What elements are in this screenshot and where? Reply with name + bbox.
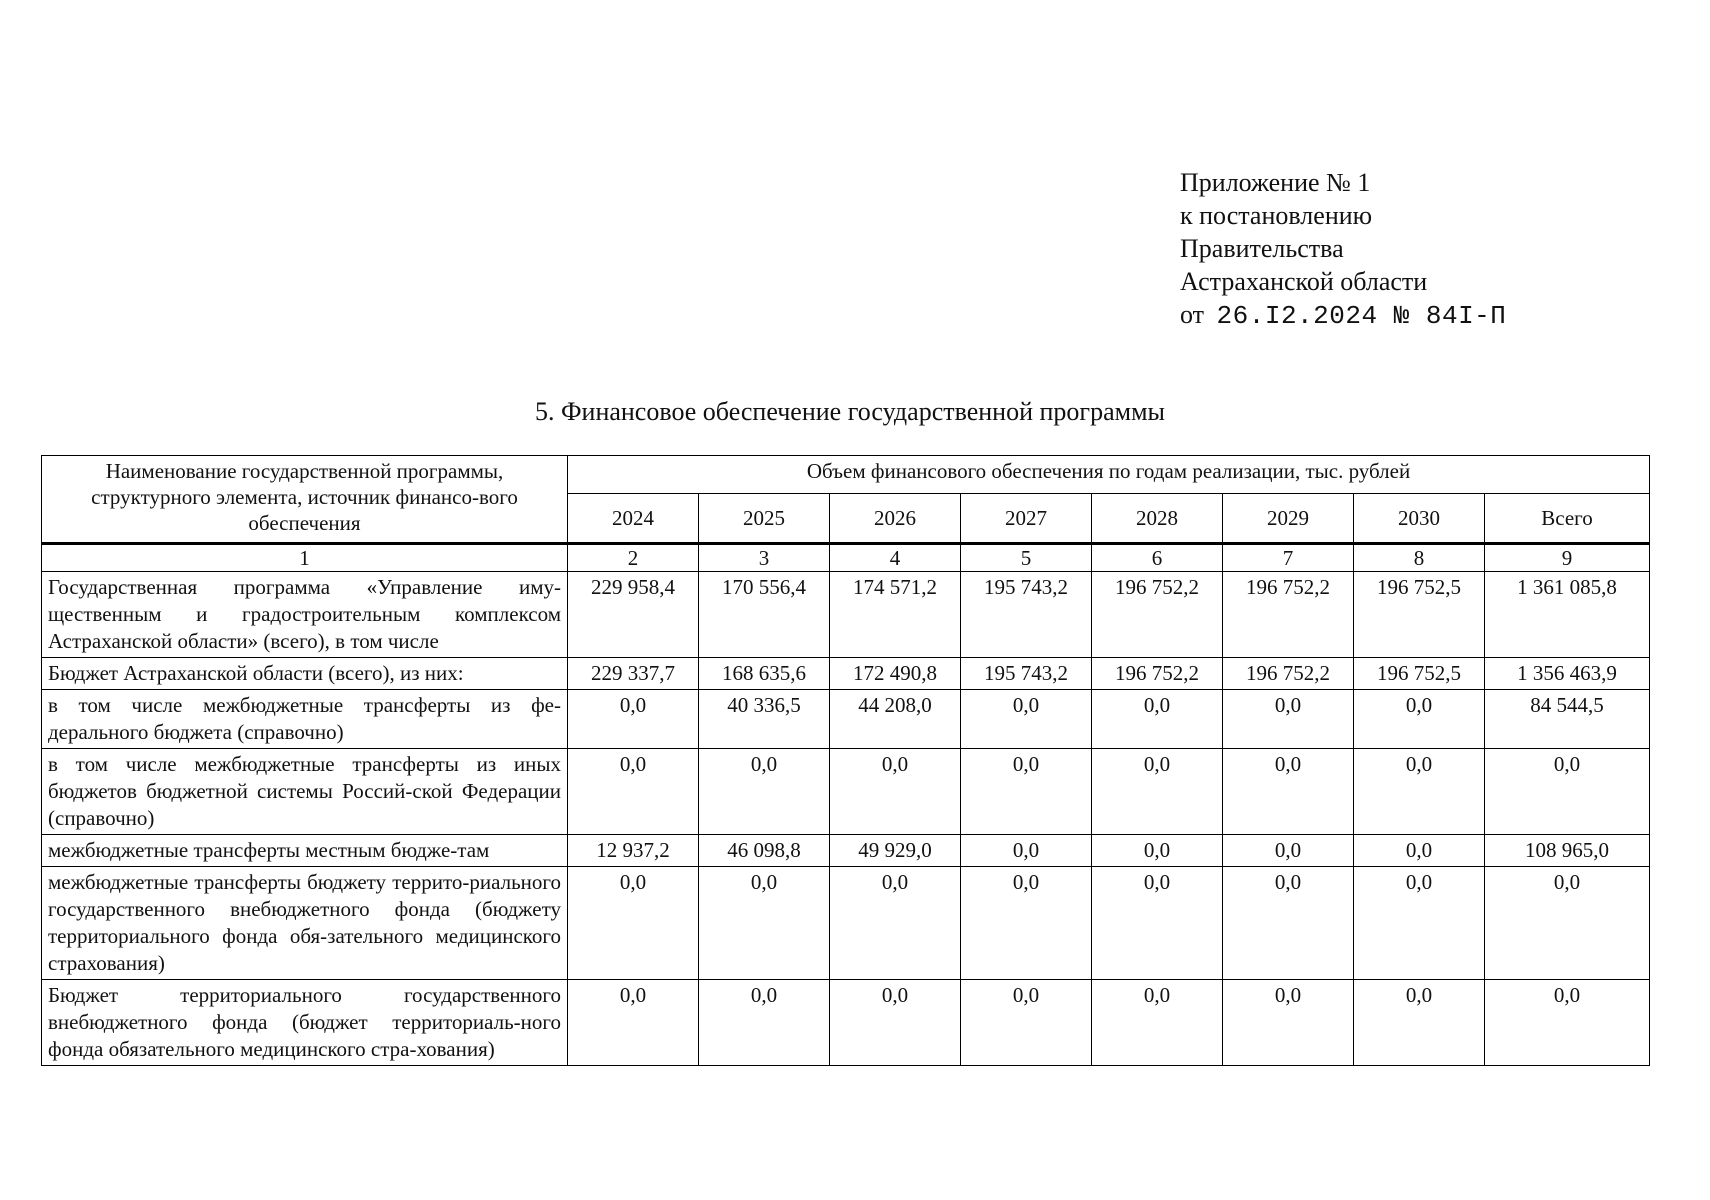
row-value-cell: 0,0 — [699, 749, 830, 835]
table-row — [42, 749, 1650, 835]
row-value-cell: 196 752,5 — [1354, 658, 1485, 690]
table-row — [42, 835, 1650, 867]
row-value-cell: 49 929,0 — [830, 835, 961, 867]
row-name-cell: межбюджетные трансферты бюджету террито-риального государственного внебюджетного фонда (бюджету территориального фонда обя-зательного медицинского страхования) — [42, 867, 568, 980]
row-value-cell: 44 208,0 — [830, 690, 961, 749]
row-value-cell: 0,0 — [568, 867, 699, 980]
appendix-line-1: Приложение № 1 — [1180, 168, 1371, 197]
row-value-cell: 0,0 — [1223, 749, 1354, 835]
row-name-cell: Бюджет территориального государственного внебюджетного фонда (бюджет территориаль-ного фонда обязательного медицинского стра-хования) — [42, 980, 568, 1066]
row-value-cell: 195 743,2 — [961, 572, 1092, 658]
row-value-cell: 0,0 — [1092, 980, 1223, 1066]
column-header-year: 2026 — [830, 494, 961, 544]
table-row — [42, 690, 1650, 749]
row-value-cell: 196 752,2 — [1092, 572, 1223, 658]
row-value-cell: 0,0 — [1354, 690, 1485, 749]
column-header-year: 2030 — [1354, 494, 1485, 544]
row-value-cell: 0,0 — [1354, 980, 1485, 1066]
table-row — [42, 980, 1650, 1066]
table-body — [42, 572, 1650, 1066]
row-value-cell: 0,0 — [568, 980, 699, 1066]
appendix-line-2: к постановлению — [1180, 201, 1373, 230]
row-value-cell: 0,0 — [699, 867, 830, 980]
row-name-cell: в том числе межбюджетные трансферты из фе-дерального бюджета (справочно) — [42, 690, 568, 749]
column-header-year: Всего — [1485, 494, 1650, 544]
appendix-line-3: Правительства — [1180, 234, 1344, 263]
section-title: 5. Финансовое обеспечение государственной программы — [534, 397, 1166, 426]
table-row — [42, 658, 1650, 690]
column-number-cell: 3 — [699, 544, 830, 572]
row-value-cell: 0,0 — [830, 867, 961, 980]
row-value-cell: 0,0 — [1485, 867, 1650, 980]
row-name-cell: межбюджетные трансферты местным бюдже-там — [42, 835, 568, 867]
row-value-cell: 0,0 — [961, 867, 1092, 980]
row-value-cell: 229 958,4 — [568, 572, 699, 658]
row-value-cell: 0,0 — [1092, 835, 1223, 867]
row-value-cell: 196 752,2 — [1092, 658, 1223, 690]
column-number-cell: 2 — [568, 544, 699, 572]
appendix-date-prefix: от — [1180, 300, 1205, 329]
column-number-cell: 4 — [830, 544, 961, 572]
column-number-cell: 1 — [42, 544, 568, 572]
row-value-cell: 196 752,5 — [1354, 572, 1485, 658]
row-value-cell: 196 752,2 — [1223, 658, 1354, 690]
row-name-cell: Бюджет Астраханской области (всего), из них: — [42, 658, 568, 690]
row-value-cell: 0,0 — [1092, 690, 1223, 749]
column-number-cell: 6 — [1092, 544, 1223, 572]
row-value-cell: 0,0 — [961, 749, 1092, 835]
row-value-cell: 108 965,0 — [1485, 835, 1650, 867]
row-value-cell: 1 361 085,8 — [1485, 572, 1650, 658]
row-value-cell: 1 356 463,9 — [1485, 658, 1650, 690]
row-value-cell: 84 544,5 — [1485, 690, 1650, 749]
row-value-cell: 0,0 — [1223, 835, 1354, 867]
column-header-year: 2024 — [568, 494, 699, 544]
row-value-cell: 0,0 — [1354, 867, 1485, 980]
row-value-cell: 196 752,2 — [1223, 572, 1354, 658]
row-value-cell: 0,0 — [1223, 980, 1354, 1066]
row-value-cell: 168 635,6 — [699, 658, 830, 690]
row-value-cell: 0,0 — [1485, 980, 1650, 1066]
appendix-line-4: Астраханской области — [1180, 267, 1428, 296]
row-value-cell: 195 743,2 — [961, 658, 1092, 690]
row-value-cell: 174 571,2 — [830, 572, 961, 658]
row-value-cell: 0,0 — [1223, 690, 1354, 749]
header-row-1 — [42, 456, 1650, 494]
table-row — [42, 867, 1650, 980]
appendix-block — [1180, 166, 1506, 333]
appendix-line-5 — [1180, 298, 1506, 333]
column-header-name: Наименование государственной программы, структурного элемента, источник финансо-вого обеспечения — [42, 456, 568, 544]
column-number-cell: 9 — [1485, 544, 1650, 572]
row-value-cell: 0,0 — [961, 835, 1092, 867]
column-number-row — [42, 544, 1650, 572]
row-value-cell: 229 337,7 — [568, 658, 699, 690]
row-value-cell: 0,0 — [961, 690, 1092, 749]
row-value-cell: 0,0 — [830, 749, 961, 835]
row-value-cell: 0,0 — [1092, 867, 1223, 980]
row-value-cell: 170 556,4 — [699, 572, 830, 658]
row-value-cell: 0,0 — [568, 749, 699, 835]
column-header-year: 2025 — [699, 494, 830, 544]
column-header-year: 2027 — [961, 494, 1092, 544]
row-value-cell: 0,0 — [1354, 835, 1485, 867]
row-name-cell: в том числе межбюджетные трансферты из иных бюджетов бюджетной системы Россий-ской Федерации (справочно) — [42, 749, 568, 835]
table-row — [42, 572, 1650, 658]
row-value-cell: 172 490,8 — [830, 658, 961, 690]
column-header-year: 2029 — [1223, 494, 1354, 544]
column-header-year: 2028 — [1092, 494, 1223, 544]
row-value-cell: 0,0 — [1223, 867, 1354, 980]
row-value-cell: 0,0 — [568, 690, 699, 749]
row-value-cell: 0,0 — [961, 980, 1092, 1066]
financing-table — [41, 455, 1650, 1066]
column-header-volume: Объем финансового обеспечения по годам реализации, тыс. рублей — [568, 456, 1650, 494]
row-value-cell: 0,0 — [1354, 749, 1485, 835]
row-value-cell: 0,0 — [699, 980, 830, 1066]
row-value-cell: 46 098,8 — [699, 835, 830, 867]
row-value-cell: 0,0 — [1485, 749, 1650, 835]
column-number-cell: 5 — [961, 544, 1092, 572]
row-value-cell: 12 937,2 — [568, 835, 699, 867]
column-number-cell: 7 — [1223, 544, 1354, 572]
row-value-cell: 40 336,5 — [699, 690, 830, 749]
column-number-cell: 8 — [1354, 544, 1485, 572]
decree-stamp: 26.I2.2024 № 84I-П — [1216, 301, 1507, 331]
row-name-cell: Государственная программа «Управление иму-щественным и градостроительным комплексом Астраханской области» (всего), в том числе — [42, 572, 568, 658]
row-value-cell: 0,0 — [830, 980, 961, 1066]
row-value-cell: 0,0 — [1092, 749, 1223, 835]
